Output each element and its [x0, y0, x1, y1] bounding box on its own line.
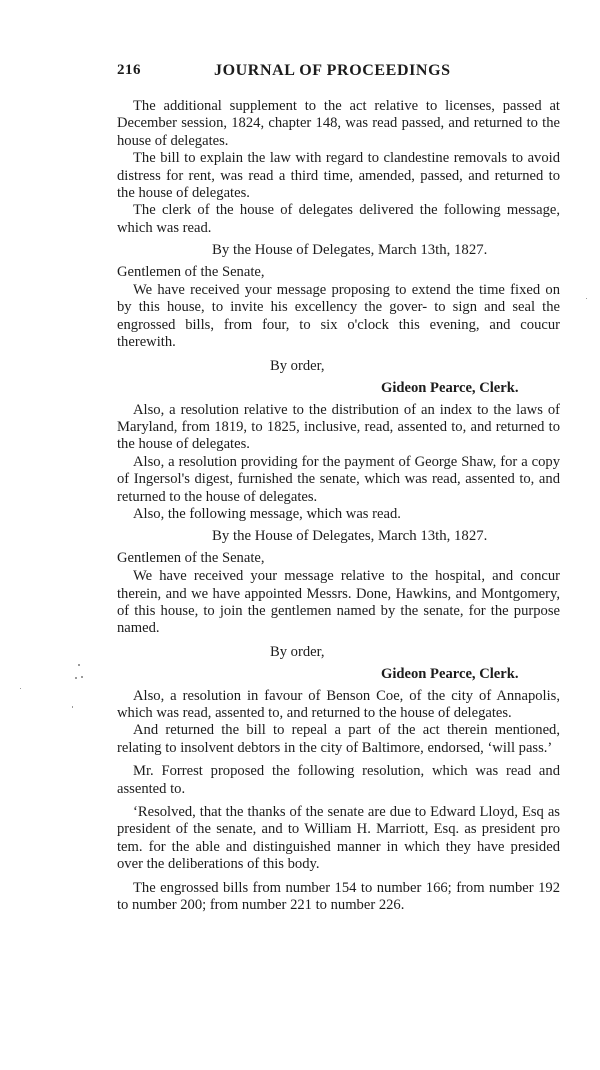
message-by-order: By order, — [270, 643, 325, 660]
paper-speck — [75, 677, 77, 679]
page-number: 216 — [117, 62, 141, 78]
message-block-1 — [117, 242, 560, 397]
message-salutation: Gentlemen of the Senate, — [117, 549, 265, 566]
message-by-order: By order, — [270, 357, 325, 374]
message-signature: Gideon Pearce, Clerk. — [381, 380, 519, 397]
paragraph-thanks-resolution: ‘Resolved, that the thanks of the senate are due to Edward Lloyd, Esq as president of the senate, and to William H. Marriott, Esq. as president pro tem. for the able and distinguished manner in which they have presided over the deliberations of this body. — [117, 804, 560, 873]
paragraph-benson-coe-resolution: Also, a resolution in favour of Benson Coe, of the city of Annapolis, which was read, assented to, and returned to the house of delegates. — [117, 687, 560, 721]
paragraph-clerk-message: The clerk of the house of delegates delivered the following message, which was read. — [117, 202, 560, 236]
paper-speck — [78, 664, 80, 666]
running-title: JOURNAL OF PROCEEDINGS — [214, 62, 451, 79]
message-salutation: Gentlemen of the Senate, — [117, 263, 265, 280]
paragraph-index-resolution: Also, a resolution relative to the distribution of an index to the laws of Maryland, from 1819, to 1825, inclusive, read, assented to, and returned to the house of delegates. — [117, 401, 560, 453]
paragraph-insolvent-debtors-bill: And returned the bill to repeal a part of the act therein mentioned, relating to insolvent debtors in the city of Baltimore, endorsed, ‘will pass.’ — [117, 722, 560, 756]
message-text: We have received your message relative to the hospital, and concur therein, and we have appointed Messrs. Done, Hawkins, and Montgomery, of this house, to join the gentlemen named by the senate, for the purpose named. — [117, 568, 560, 637]
paragraph-following-message: Also, the following message, which was read. — [133, 505, 401, 522]
paper-speck — [586, 298, 587, 299]
message-signature: Gideon Pearce, Clerk. — [381, 666, 519, 683]
paragraph-george-shaw-resolution: Also, a resolution providing for the payment of George Shaw, for a copy of Ingersol's digest, furnished the senate, which was read, assented to, and returned to the house of delegates. — [117, 453, 560, 505]
paragraph-licenses-supplement: The additional supplement to the act relative to licenses, passed at December session, 1824, chapter 148, was read passed, and returned to the house of delegates. — [117, 98, 560, 149]
paragraph-clandestine-removals: The bill to explain the law with regard to clandestine removals to avoid distress for rent, was read a third time, amended, passed, and returned to the house of delegates. — [117, 150, 560, 202]
paper-speck — [20, 688, 21, 689]
body-text — [117, 98, 560, 914]
message-dateline: By the House of Delegates, March 13th, 1827. — [212, 242, 488, 259]
message-dateline: By the House of Delegates, March 13th, 1827. — [212, 528, 488, 545]
message-text: We have received your message proposing to extend the time fixed on by this house, to invite his excellency the gover- to sign and seal the engrossed bills, from four, to six o'clock this evening, and coucur therewith. — [117, 282, 560, 351]
message-block-2 — [117, 528, 560, 683]
paragraph-engrossed-bills: The engrossed bills from number 154 to number 166; from number 192 to number 200; from number 221 to number 226. — [117, 879, 560, 914]
page-header — [117, 62, 577, 84]
paper-speck — [81, 676, 83, 678]
paragraph-forrest-proposal: Mr. Forrest proposed the following resolution, which was read and assented to. — [117, 763, 560, 797]
paper-speck — [72, 706, 73, 708]
